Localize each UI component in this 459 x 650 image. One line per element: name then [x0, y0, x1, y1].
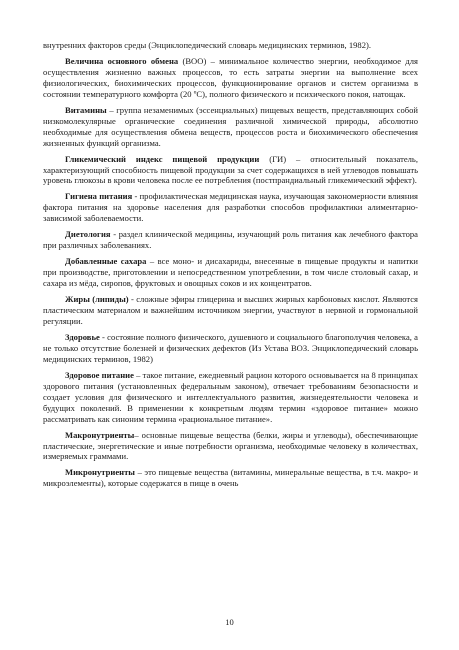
definition-text: (ВОО) – минимальное количество энергии, необходимое для осуществления жизненно важных процессов, то есть затраты энергии на выполнение всех физиологических, биохимических процессов, функционирование органов и систем организма в состоянии температурного комфорта (20 ºС), полного физического и психического покоя, натощак. — [43, 55, 418, 99]
term: Здоровое питание — [65, 369, 134, 380]
term: Витамины — [65, 104, 107, 115]
page-number: 10 — [225, 617, 234, 627]
definition-text: - сложные эфиры глицерина и высших жирных карбоновых кислот. Являются пластическим материалом и важнейшим источником энергии, участвуют в нервной и гормональной регуляции. — [43, 294, 418, 326]
paragraph-continuation — [43, 40, 418, 51]
definition-text: - состояние полного физического, душевного и социального благополучия человека, а не только отсутствие болезней и физических дефектов (Из Устава ВОЗ. Энциклопедический словарь медицинских терминов, 1982) — [43, 331, 418, 364]
term: Величина основного обмена — [65, 55, 179, 66]
definition-text: (ГИ) – относительный показатель, характеризующий способность пищевой продукции за счет содержащихся в ней углеводов повышать уровень глюкозы в крови человека после ее потребления (постпрандиальный гликемический эффект). — [43, 153, 418, 186]
definition-text: – основные пищевые вещества (белки, жиры и углеводы), обеспечивающие пластические, энергетические и иные потребности организма, необходимые человеку в количествах, измеряемых граммами. — [43, 429, 418, 462]
definition-fats — [43, 294, 418, 327]
definition-text: – все моно- и дисахариды, внесенные в пищевые продукты и напитки при производстве, приготовлении и непосредственном употреблении, в том числе столовый сахар, и сахара из мёда, сиропов, фруктовых и овощных соков и их концентратов. — [43, 256, 418, 289]
term: Макронутриенты — [65, 429, 135, 440]
definition-healthy-nutrition — [43, 370, 418, 425]
definition-text: – такое питание, ежедневный рацион которого основывается на 8 принципах здорового питания (установленных федеральным законом), отвечает требованиям безопасности и создает условия для физического и интеллектуального развития, жизнедеятельности человека и будущих поколений. В применении к конкретным людям термин «здоровое питание» можно рассматривать как синоним термина «рациональное питание». — [43, 369, 418, 424]
term: Здоровье — [65, 331, 100, 342]
definition-text: – это пищевые вещества (витамины, минеральные вещества, в т.ч. макро- и микроэлементы), которые содержатся в пище в очень — [43, 467, 418, 489]
term: Микронутриенты — [65, 467, 135, 478]
definition-text: – группа незаменимых (эссенциальных) пищевых веществ, представляющих собой низкомолекулярные органические соединения различной химической природы, абсолютно необходимые для осуществления обмена веществ, процессов роста и биохимического обеспечения жизненных функций организма. — [43, 104, 418, 148]
definition-nutrition-hygiene — [43, 191, 418, 224]
definition-basal-metabolism — [43, 56, 418, 100]
definition-health — [43, 332, 418, 365]
definition-text: - профилактическая медицинская наука, изучающая закономерности влияния фактора питания на здоровье населения для разработки способов профилактики алиментарно-зависимой заболеваемости. — [43, 191, 418, 224]
term: Гигиена питания — [65, 191, 133, 202]
term: Жиры (липиды) — [65, 294, 129, 305]
definition-glycemic-index — [43, 154, 418, 187]
definition-dietology — [43, 229, 418, 251]
definition-micronutrients — [43, 467, 418, 489]
definition-added-sugars — [43, 256, 418, 289]
definition-vitamins — [43, 105, 418, 149]
term: Гликемический индекс пищевой продукции — [65, 153, 260, 164]
term: Диетология — [65, 229, 111, 240]
definition-text: - раздел клинической медицины, изучающий роль питания как лечебного фактора при различных заболеваниях. — [43, 229, 418, 251]
definition-macronutrients — [43, 430, 418, 463]
term: Добавленные сахара — [65, 256, 147, 267]
paragraph-text: внутренних факторов среды (Энциклопедический словарь медицинских терминов, 1982). — [43, 40, 372, 50]
